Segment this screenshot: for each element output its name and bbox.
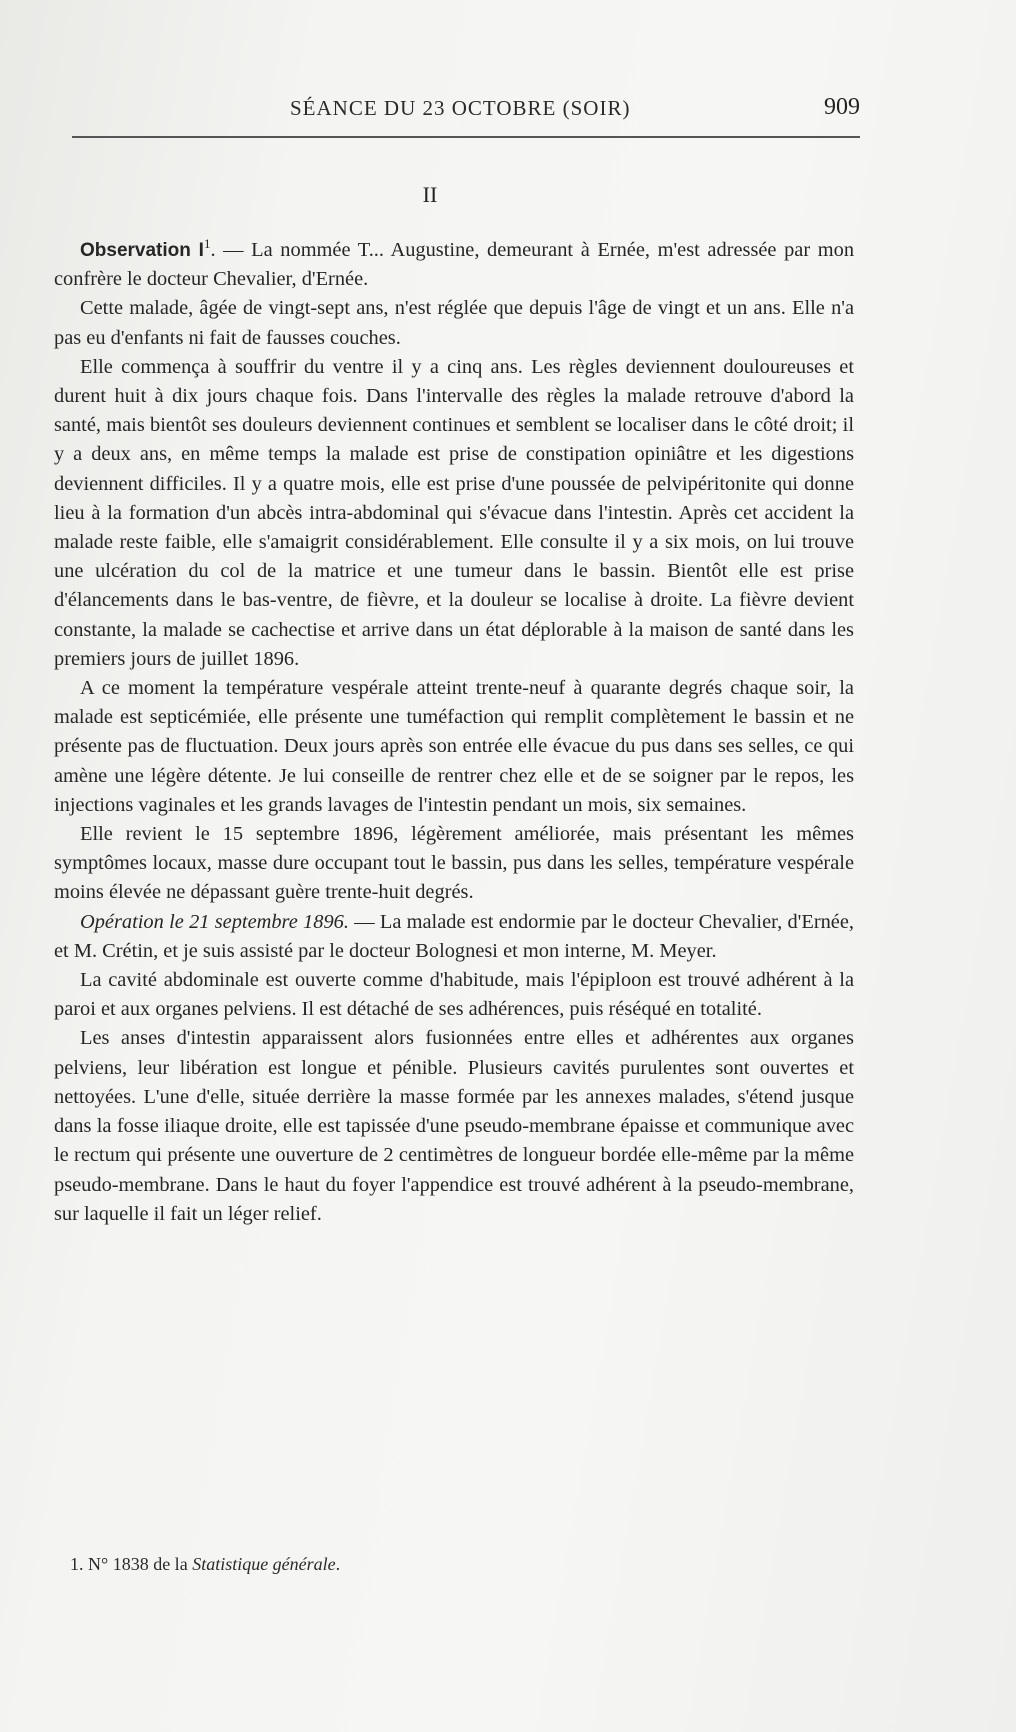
footnote-work-title: Statistique générale [192,1554,336,1574]
header-rule [72,136,860,138]
operation-paragraph [54,908,854,966]
page-number: 909 [824,94,860,120]
body-text [54,236,854,1229]
paragraph: A ce moment la température vespérale atteint trente-neuf à quarante degrés chaque soir, la malade est septicémiée, elle présente une tuméfaction qui remplit complètement le bassin et ne présente pas de fluctuation. Deux jours après son entrée elle évacue du pus dans ses selles, ce qui amène une légère détente. Je lui conseille de rentrer chez elle et de se soigner par le repos, les injections vaginales et les grands lavages de l'intestin pendant un mois, six semaines. [54,677,854,816]
observation-paragraph [54,236,854,294]
footnote [70,1554,770,1575]
section-heading: II [422,182,438,207]
paragraph: Les anses d'intestin apparaissent alors fusionnées entre elles et adhérentes aux organes pelviens, leur libération est longue et pénible. Plusieurs cavités purulentes sont ouvertes et nettoyées. L'une d'elle, située derrière la masse formée par les annexes malades, s'étend jusque dans la fosse iliaque droite, elle est tapissée d'une pseudo-membrane épaisse et communique avec le rectum qui présente une ouverture de 2 centimètres de longueur bordée elle-même par la même pseudo-membrane. Dans le haut du foyer l'appendice est trouvé adhérent à la pseudo-membrane, sur laquelle il fait un léger relief. [54,1027,854,1225]
operation-label: Opération le 21 septembre 1896. [80,910,349,933]
operation-text: — La malade est endormie par le docteur Chevalier, d'Ernée, et M. Crétin, et je suis assisté par le docteur Bolognesi et mon interne, M. Meyer. [54,910,854,962]
observation-text: . — La nommée T... Augustine, demeurant à Ernée, m'est adressée par mon confrère le docteur Chevalier, d'Ernée. [54,239,855,291]
footnote-prefix: 1. N° 1838 de la [70,1554,193,1574]
footnote-reference: 1 [203,236,211,252]
observation-label: Observation I [80,240,204,261]
paragraph: Cette malade, âgée de vingt-sept ans, n'est réglée que depuis l'âge de vingt et un ans. Elle n'a pas eu d'enfants ni fait de fausses couches. [54,297,854,349]
footnote-suffix: . [335,1554,341,1574]
running-header [70,92,860,128]
header-title: SÉANCE DU 23 OCTOBRE (SOIR) [290,96,631,120]
paragraph: Elle revient le 15 septembre 1896, légèrement améliorée, mais présentant les mêmes symptômes locaux, masse dure occupant tout le bassin, pus dans les selles, température vespérale moins élevée ne dépassant guère trente-huit degrés. [54,823,854,904]
paragraph: Elle commença à souffrir du ventre il y a cinq ans. Les règles deviennent douloureuses et durent huit à dix jours chaque fois. Dans l'intervalle des règles la malade retrouve d'abord la santé, mais bientôt ses douleurs deviennent continues et semblent se localiser dans le côté droit; il y a deux ans, en même temps la malade est prise de constipation opiniâtre et les digestions deviennent difficiles. Il y a quatre mois, elle est prise d'une poussée de pelvipéritonite qui donne lieu à la formation d'un abcès intra-abdominal qui s'évacue dans l'intestin. Après cet accident la malade reste faible, elle s'amaigrit considérablement. Elle consulte il y a six mois, on lui trouve une ulcération du col de la matrice et une tumeur dans le bassin. Bientôt elle est prise d'élancements dans le bas-ventre, de fièvre, et la douleur se localise à droite. La fièvre devient constante, la malade se cachectise et arrive dans un état déplorable à la maison de santé dans les premiers jours de juillet 1896. [54,355,854,670]
paragraph: La cavité abdominale est ouverte comme d'habitude, mais l'épiploon est trouvé adhérent à la paroi et aux organes pelviens. Il est détaché de ses adhérences, puis réséqué en totalité. [54,969,854,1021]
